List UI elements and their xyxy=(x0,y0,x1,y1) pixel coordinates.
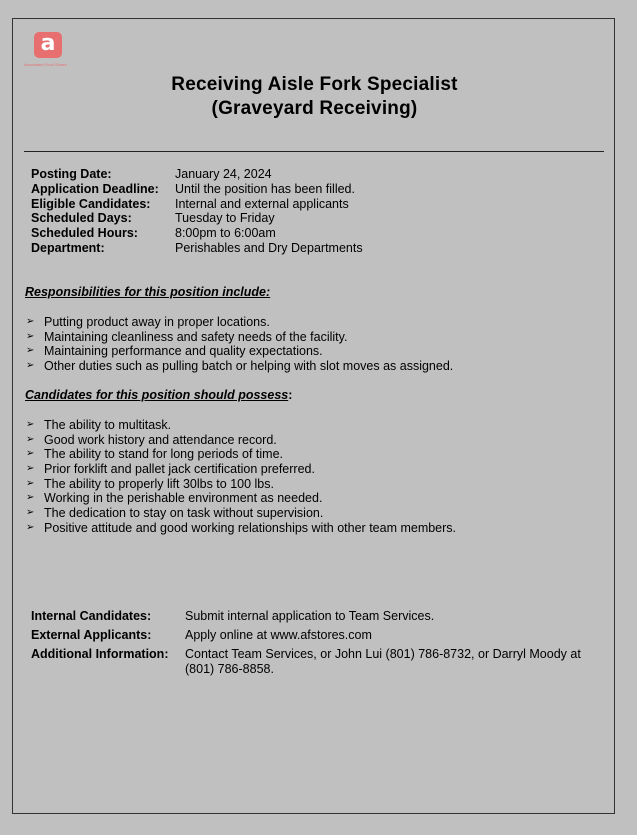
logo-text: Associated Food Stores xyxy=(24,62,67,67)
list-item-text: Working in the perishable environment as needed. xyxy=(44,491,323,506)
info-row xyxy=(31,226,363,241)
contact-label: Internal Candidates: xyxy=(31,609,152,623)
list-item-text: The ability to multitask. xyxy=(44,418,172,432)
list-item xyxy=(26,344,453,359)
info-value: January 24, 2024 xyxy=(175,167,272,181)
arrow-bullet-icon: ➢ xyxy=(26,521,35,533)
list-item-text: The ability to properly lift 30lbs to 100 lbs. xyxy=(44,476,274,491)
arrow-bullet-icon: ➢ xyxy=(26,316,35,327)
info-value: Tuesday to Friday xyxy=(175,211,275,226)
info-value: 8:00pm to 6:00am xyxy=(175,226,276,241)
list-item xyxy=(26,315,453,330)
arrow-bullet-icon: ➢ xyxy=(26,492,35,504)
list-item-text: Positive attitude and good working relationships with other team members. xyxy=(44,520,457,535)
info-value: Internal and external applicants xyxy=(175,196,349,211)
candidates-heading-colon: : xyxy=(288,388,293,402)
info-label: Department: xyxy=(31,240,105,255)
info-row xyxy=(31,182,363,197)
candidates-heading-text: Candidates for this position should possess xyxy=(25,388,289,402)
list-item xyxy=(26,418,456,433)
info-value: Perishables and Dry Departments xyxy=(175,240,363,255)
list-item xyxy=(26,462,456,477)
arrow-bullet-icon: ➢ xyxy=(26,448,35,460)
responsibilities-heading xyxy=(25,285,270,299)
list-item xyxy=(26,330,453,345)
list-item xyxy=(26,491,456,506)
responsibilities-heading-text: Responsibilities for this position include: xyxy=(25,285,271,299)
list-item-text: The dedication to stay on task without supervision. xyxy=(44,506,324,521)
info-value: Until the position has been filled. xyxy=(175,181,355,196)
info-label: Application Deadline: xyxy=(31,181,159,196)
info-row xyxy=(31,211,363,226)
info-label: Eligible Candidates: xyxy=(31,196,151,211)
list-item xyxy=(26,447,456,462)
arrow-bullet-icon: ➢ xyxy=(26,477,35,489)
list-item xyxy=(26,506,456,521)
contact-label: External Applicants: xyxy=(31,628,152,642)
document-frame xyxy=(12,18,615,814)
arrow-bullet-icon: ➢ xyxy=(26,330,35,342)
arrow-bullet-icon: ➢ xyxy=(26,433,35,445)
arrow-bullet-icon: ➢ xyxy=(26,360,35,372)
list-item xyxy=(26,521,456,536)
info-label: Posting Date: xyxy=(31,167,112,181)
arrow-bullet-icon: ➢ xyxy=(26,419,35,430)
arrow-bullet-icon: ➢ xyxy=(26,463,35,475)
list-item xyxy=(26,433,456,448)
list-item-text: Maintaining performance and quality expectations. xyxy=(44,344,323,359)
responsibilities-list xyxy=(26,315,453,374)
info-row xyxy=(31,167,363,182)
list-item-text: The ability to stand for long periods of time. xyxy=(44,447,284,462)
contact-value: Submit internal application to Team Services. xyxy=(185,609,435,623)
list-item-text: Prior forklift and pallet jack certification preferred. xyxy=(44,462,315,477)
job-title: Receiving Aisle Fork Specialist xyxy=(171,74,458,95)
contact-value: Apply online at www.afstores.com xyxy=(185,628,372,642)
list-item xyxy=(26,477,456,492)
logo-letter: a xyxy=(40,31,56,56)
job-subtitle: (Graveyard Receiving) xyxy=(211,98,418,119)
list-item-text: Good work history and attendance record. xyxy=(44,432,277,447)
list-item-text: Putting product away in proper locations. xyxy=(44,315,270,329)
list-item xyxy=(26,359,453,374)
candidates-heading xyxy=(25,388,292,402)
contact-value: Contact Team Services, or John Lui (801) 786-8732, or Darryl Moody at (801) 786-8858. xyxy=(185,647,581,676)
posting-info xyxy=(31,167,363,256)
info-label: Scheduled Days: xyxy=(31,211,132,226)
candidates-list xyxy=(26,418,456,536)
company-logo xyxy=(24,30,76,70)
arrow-bullet-icon: ➢ xyxy=(26,345,35,357)
divider xyxy=(24,151,604,152)
info-row xyxy=(31,241,363,256)
list-item-text: Maintaining cleanliness and safety needs of the facility. xyxy=(44,329,348,344)
info-row xyxy=(31,197,363,212)
list-item-text: Other duties such as pulling batch or helping with slot moves as assigned. xyxy=(44,359,454,374)
info-label: Scheduled Hours: xyxy=(31,226,138,241)
contact-label: Additional Information: xyxy=(31,647,169,661)
arrow-bullet-icon: ➢ xyxy=(26,507,35,519)
